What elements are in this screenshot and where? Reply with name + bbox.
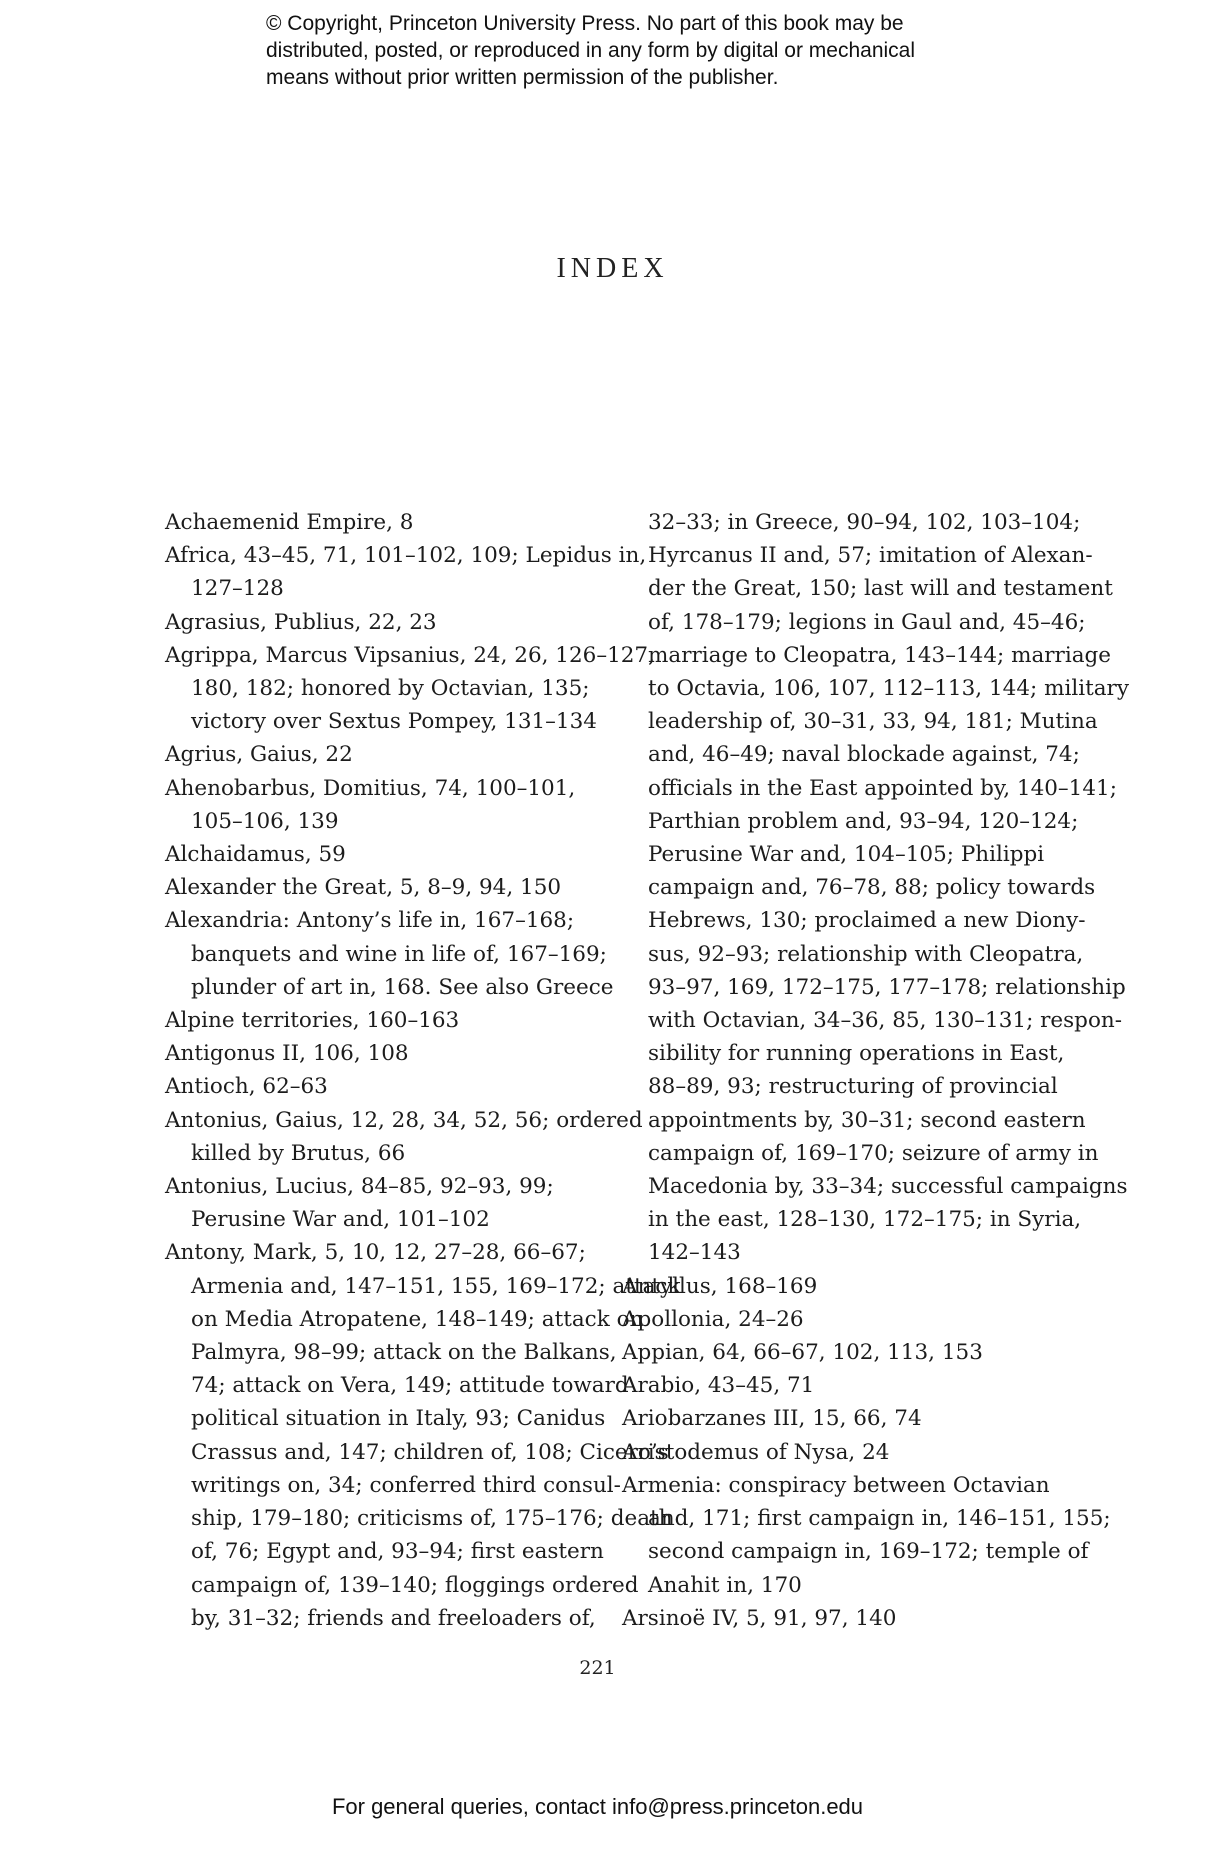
index-entry-line: 127–128: [191, 576, 284, 602]
index-entry-line: ship, 179–180; criticisms of, 175–176; death: [191, 1506, 673, 1532]
index-entry-line: Alexandria: Antony’s life in, 167–168;: [165, 908, 575, 934]
index-entry-line: killed by Brutus, 66: [191, 1140, 406, 1166]
index-entry-line: Antyllus, 168–169: [622, 1273, 818, 1299]
index-entry-line: Apollonia, 24–26: [622, 1306, 804, 1332]
index-entry-line: Aristodemus of Nysa, 24: [622, 1439, 890, 1465]
index-entry-line: campaign of, 139–140; floggings ordered: [191, 1572, 639, 1598]
index-entry-line: Macedonia by, 33–34; successful campaigns: [648, 1174, 1128, 1200]
page-number: 221: [579, 1657, 616, 1679]
index-entry-line: leadership of, 30–31, 33, 94, 181; Mutina: [648, 709, 1098, 735]
index-entry-line: campaign of, 169–170; seizure of army in: [648, 1140, 1099, 1166]
index-entry-line: Ariobarzanes III, 15, 66, 74: [622, 1406, 922, 1432]
index-entry-line: appointments by, 30–31; second eastern: [648, 1107, 1086, 1133]
index-entry-line: banquets and wine in life of, 167–169;: [191, 941, 607, 967]
page-title: INDEX: [556, 253, 669, 284]
index-entry-line: sibility for running operations in East,: [648, 1041, 1065, 1067]
index-entry-line: plunder of art in, 168. See also Greece: [191, 974, 614, 1000]
index-column-right: [622, 506, 1129, 1635]
index-entry-line: with Octavian, 34–36, 85, 130–131; respon-: [648, 1008, 1122, 1034]
index-entry-line: of, 76; Egypt and, 93–94; first eastern: [191, 1539, 604, 1565]
index-entry-line: campaign and, 76–78, 88; policy towards: [648, 875, 1096, 901]
index-entry-line: Agrasius, Publius, 22, 23: [165, 609, 437, 635]
index-entry-line: Appian, 64, 66–67, 102, 113, 153: [622, 1340, 983, 1366]
index-entry-line: and, 171; first campaign in, 146–151, 155;: [648, 1506, 1111, 1532]
index-entry-line: Antony, Mark, 5, 10, 12, 27–28, 66–67;: [165, 1240, 586, 1266]
index-entry-line: second campaign in, 169–172; temple of: [648, 1539, 1089, 1565]
index-entry-line: Alexander the Great, 5, 8–9, 94, 150: [165, 875, 562, 901]
index-entry-line: 88–89, 93; restructuring of provincial: [648, 1074, 1058, 1100]
copyright-line: means without prior written permission of the publisher.: [266, 66, 779, 89]
index-entry-line: Agrius, Gaius, 22: [165, 742, 353, 768]
footer-contact: For general queries, contact info@press.princeton.edu: [331, 1794, 864, 1819]
copyright-line: © Copyright, Princeton University Press. No part of this book may be: [266, 12, 904, 35]
index-entry-line: victory over Sextus Pompey, 131–134: [191, 709, 597, 735]
index-entry-line: der the Great, 150; last will and testament: [648, 576, 1113, 602]
index-entry-line: political situation in Italy, 93; Canidus: [191, 1406, 606, 1432]
index-entry-line: 180, 182; honored by Octavian, 135;: [191, 676, 590, 702]
index-entry-line: Hyrcanus II and, 57; imitation of Alexan-: [648, 543, 1093, 569]
index-entry-line: Antioch, 62–63: [165, 1074, 328, 1100]
index-entry-line: Arsinoë IV, 5, 91, 97, 140: [622, 1605, 897, 1631]
index-column-left: [165, 506, 681, 1635]
index-entry-line: Alpine territories, 160–163: [165, 1008, 460, 1034]
index-entry-line: marriage to Cleopatra, 143–144; marriage: [648, 642, 1112, 668]
index-entry-line: 32–33; in Greece, 90–94, 102, 103–104;: [648, 510, 1081, 535]
index-entry-line: Achaemenid Empire, 8: [165, 510, 414, 535]
copyright-line: distributed, posted, or reproduced in any form by digital or mechanical: [266, 39, 916, 62]
index-entry-line: on Media Atropatene, 148–149; attack on: [191, 1306, 644, 1332]
index-entry-line: Armenia: conspiracy between Octavian: [622, 1472, 1050, 1498]
index-entry-line: 142–143: [648, 1240, 741, 1266]
index-entry-line: officials in the East appointed by, 140–141;: [648, 775, 1117, 801]
index-entry-line: of, 178–179; legions in Gaul and, 45–46;: [648, 609, 1086, 635]
index-entry-line: by, 31–32; friends and freeloaders of,: [191, 1605, 596, 1631]
index-entry-line: Anahit in, 170: [648, 1572, 802, 1598]
index-entry-line: Antonius, Gaius, 12, 28, 34, 52, 56; ordered: [165, 1107, 643, 1133]
index-entry-line: Africa, 43–45, 71, 101–102, 109; Lepidus in,: [165, 543, 647, 569]
index-entry-line: 105–106, 139: [191, 808, 339, 834]
index-entry-line: Palmyra, 98–99; attack on the Balkans,: [191, 1340, 617, 1366]
index-entry-line: Armenia and, 147–151, 155, 169–172; attack: [191, 1273, 681, 1299]
index-entry-line: 74; attack on Vera, 149; attitude toward: [191, 1373, 629, 1399]
index-entry-line: Ahenobarbus, Domitius, 74, 100–101,: [165, 775, 576, 801]
index-entry-line: and, 46–49; naval blockade against, 74;: [648, 742, 1080, 768]
index-entry-line: Perusine War and, 104–105; Philippi: [648, 842, 1045, 868]
index-entry-line: Parthian problem and, 93–94, 120–124;: [648, 808, 1079, 834]
index-entry-line: Perusine War and, 101–102: [191, 1207, 490, 1233]
index-entry-line: Antigonus II, 106, 108: [165, 1041, 409, 1067]
index-entry-line: Arabio, 43–45, 71: [622, 1373, 815, 1399]
copyright-notice: [266, 10, 986, 91]
index-entry-line: Antonius, Lucius, 84–85, 92–93, 99;: [165, 1174, 554, 1200]
index-entry-line: in the east, 128–130, 172–175; in Syria,: [648, 1207, 1082, 1233]
index-entry-line: Agrippa, Marcus Vipsanius, 24, 26, 126–127,: [165, 642, 655, 668]
index-entry-line: Hebrews, 130; proclaimed a new Diony-: [648, 908, 1086, 934]
index-entry-line: 93–97, 169, 172–175, 177–178; relationship: [648, 974, 1126, 1000]
index-entry-line: writings on, 34; conferred third consul-: [191, 1472, 621, 1498]
index-entry-line: sus, 92–93; relationship with Cleopatra,: [648, 941, 1084, 967]
index-entry-line: to Octavia, 106, 107, 112–113, 144; military: [648, 676, 1129, 702]
index-entry-line: Alchaidamus, 59: [165, 842, 346, 868]
index-entry-line: Crassus and, 147; children of, 108; Cicero’s: [191, 1439, 669, 1465]
